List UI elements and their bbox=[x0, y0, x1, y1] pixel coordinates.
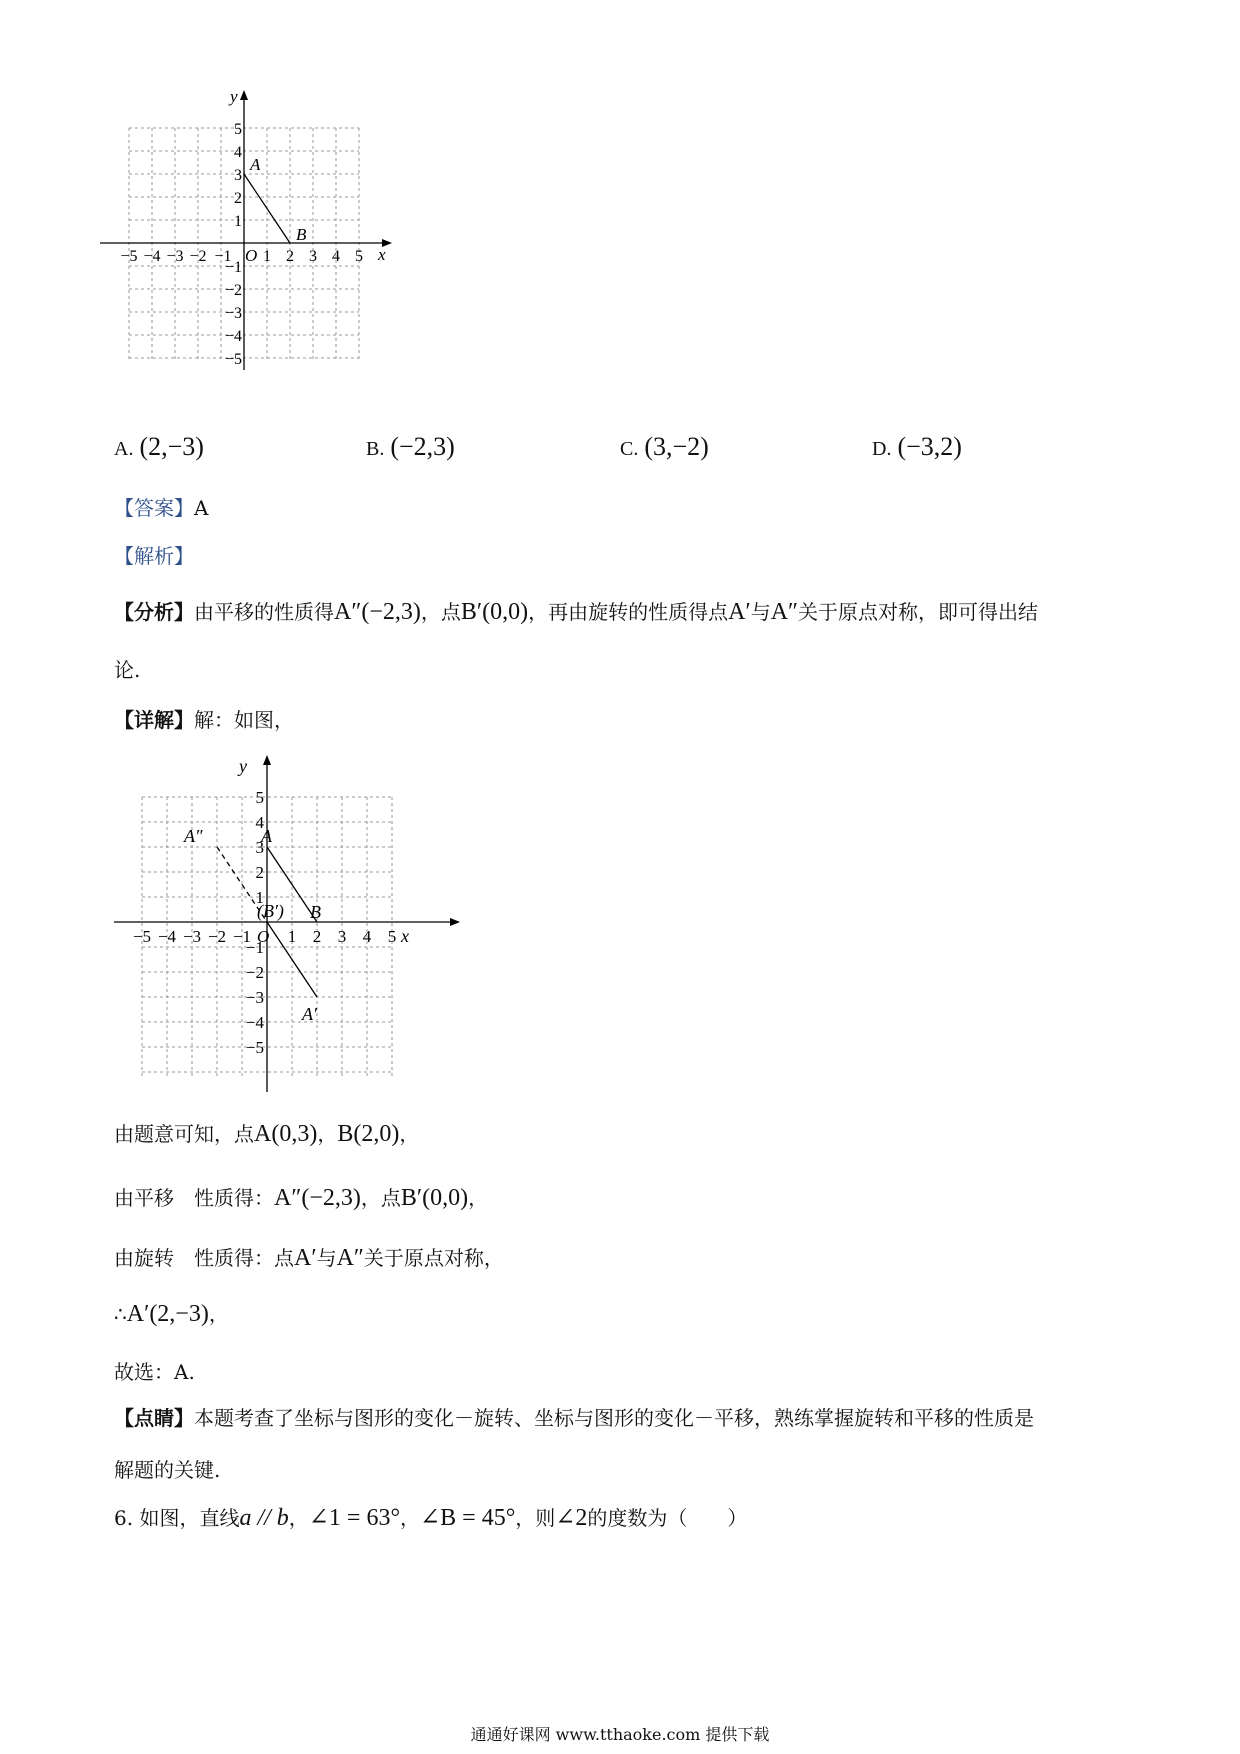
y-tick: 4 bbox=[234, 144, 242, 161]
math-a-prime: A′ bbox=[294, 1245, 317, 1271]
step-4 bbox=[114, 1300, 229, 1328]
y-tick: 3 bbox=[234, 167, 242, 184]
option-label: C. bbox=[620, 438, 639, 460]
math-point-b: B(2,0) bbox=[337, 1121, 400, 1147]
math-a-double-prime: A″(−2,3) bbox=[334, 599, 421, 625]
dianjing-tag: 【点睛】 bbox=[114, 1406, 194, 1430]
analysis-tag: 【解析】 bbox=[114, 544, 194, 568]
detail-line bbox=[114, 706, 294, 734]
step-3 bbox=[114, 1244, 504, 1272]
option-d[interactable] bbox=[872, 432, 962, 462]
x-axis-label: x bbox=[401, 926, 409, 946]
x-tick: 1 bbox=[263, 248, 271, 265]
coordinate-grid-2 bbox=[112, 752, 472, 1102]
x-axis-label: x bbox=[378, 245, 386, 264]
math-a-double-prime: A″ bbox=[770, 599, 799, 625]
option-value: (−3,2) bbox=[897, 432, 962, 461]
point-a-double-prime-label: A″ bbox=[184, 826, 203, 846]
y-tick: −5 bbox=[245, 1038, 264, 1057]
step-1 bbox=[114, 1120, 419, 1148]
x-tick: 2 bbox=[312, 927, 322, 946]
option-c[interactable] bbox=[620, 432, 709, 462]
option-label: D. bbox=[872, 438, 892, 460]
option-b[interactable] bbox=[366, 432, 455, 462]
text: ，再由旋转的性质得点 bbox=[528, 600, 729, 624]
dianjing-line-1 bbox=[114, 1404, 1034, 1432]
math-a-prime: A′ bbox=[728, 599, 751, 625]
y-tick: −4 bbox=[224, 328, 242, 345]
x-tick: −3 bbox=[166, 248, 184, 265]
point-a-prime-label: A′ bbox=[302, 1004, 317, 1024]
option-label: A. bbox=[114, 438, 134, 460]
detail-tag: 【详解】 bbox=[114, 708, 194, 732]
math-angle-2: ∠2 bbox=[555, 1505, 588, 1531]
text: 关于原点对称，即可得出结 bbox=[798, 600, 1039, 624]
footer: 通通好课网 www.tthaoke.com 提供下载 bbox=[470, 1725, 770, 1744]
x-tick: 4 bbox=[332, 248, 340, 265]
option-value: (−2,3) bbox=[390, 432, 455, 461]
x-tick: 2 bbox=[286, 248, 294, 265]
step-5: 故选：A. bbox=[114, 1360, 195, 1384]
answer-value: A bbox=[194, 496, 209, 520]
math-angle-1: ∠1 = 63° bbox=[308, 1505, 401, 1531]
text: ， bbox=[468, 1186, 489, 1210]
math-angle-b: ∠B = 45° bbox=[420, 1505, 516, 1531]
option-value: (3,−2) bbox=[644, 432, 709, 461]
y-tick: −3 bbox=[245, 988, 264, 1007]
answer-tag: 【答案】 bbox=[114, 496, 194, 520]
y-tick: −5 bbox=[224, 351, 242, 368]
option-value: (2,−3) bbox=[139, 432, 204, 461]
point-a-label: A bbox=[261, 826, 272, 846]
option-label: B. bbox=[366, 438, 385, 460]
text: 由平移 性质得： bbox=[114, 1186, 274, 1210]
text: ， bbox=[317, 1122, 338, 1146]
x-tick: −5 bbox=[120, 248, 138, 265]
text: 6. 如图，直线 bbox=[114, 1506, 240, 1530]
x-tick: −1 bbox=[214, 248, 232, 265]
analysis-line-1 bbox=[114, 598, 1038, 626]
point-a-label: A bbox=[250, 155, 261, 174]
x-tick: −3 bbox=[182, 927, 202, 946]
x-tick: 5 bbox=[355, 248, 363, 265]
x-tick: −5 bbox=[132, 927, 152, 946]
text: 解：如图， bbox=[194, 708, 294, 732]
answer-line bbox=[114, 494, 208, 522]
y-tick: −2 bbox=[245, 963, 264, 982]
question-6 bbox=[114, 1504, 747, 1532]
math-parallel: a // b bbox=[239, 1505, 289, 1531]
y-tick: 2 bbox=[234, 190, 242, 207]
x-tick: 3 bbox=[309, 248, 317, 265]
math-b-prime: B′(0,0) bbox=[460, 599, 529, 625]
fenxi-tag: 【分析】 bbox=[114, 600, 194, 624]
y-tick: −3 bbox=[224, 305, 242, 322]
text: ，点 bbox=[360, 1186, 401, 1210]
text: ， bbox=[400, 1506, 421, 1530]
text: 由题意可知，点 bbox=[114, 1122, 254, 1146]
text: ，点 bbox=[420, 600, 461, 624]
y-tick: 2 bbox=[255, 863, 264, 882]
math-a-double-prime: A″ bbox=[336, 1245, 364, 1271]
x-tick: −2 bbox=[207, 927, 227, 946]
y-tick: 1 bbox=[234, 213, 242, 230]
x-tick: −2 bbox=[189, 248, 207, 265]
x-tick: −1 bbox=[232, 927, 252, 946]
text: 与 bbox=[316, 1246, 337, 1270]
option-a[interactable] bbox=[114, 432, 204, 462]
math-a-prime-result: A′(2,−3) bbox=[126, 1301, 209, 1327]
analysis-line-2: 论. bbox=[114, 658, 141, 682]
coordinate-grid-1 bbox=[100, 88, 400, 378]
text: ， bbox=[208, 1302, 229, 1326]
point-b-prime-label: (B′) bbox=[257, 901, 284, 921]
text: ， bbox=[288, 1506, 309, 1530]
y-axis-label: y bbox=[230, 88, 238, 106]
step-2 bbox=[114, 1184, 488, 1212]
x-tick: 4 bbox=[362, 927, 372, 946]
y-tick: −2 bbox=[224, 282, 242, 299]
dianjing-line-2: 解题的关键. bbox=[114, 1458, 221, 1482]
x-tick: −4 bbox=[143, 248, 161, 265]
origin-label: O bbox=[245, 246, 258, 265]
point-b-label: B bbox=[296, 225, 307, 244]
origin-label: O bbox=[257, 927, 270, 946]
y-tick: −1 bbox=[245, 938, 264, 957]
math-a-double-prime: A″(−2,3) bbox=[274, 1185, 361, 1211]
x-tick: 1 bbox=[287, 927, 297, 946]
y-tick: −4 bbox=[245, 1013, 264, 1032]
figure-1 bbox=[100, 88, 400, 378]
text: 与 bbox=[750, 600, 771, 624]
therefore-symbol: ∴ bbox=[114, 1302, 127, 1326]
text: 关于原点对称， bbox=[363, 1246, 504, 1270]
x-tick: 5 bbox=[387, 927, 397, 946]
y-tick: −1 bbox=[224, 259, 242, 276]
y-tick: 5 bbox=[255, 788, 264, 807]
y-tick: 5 bbox=[234, 121, 242, 138]
y-tick: 3 bbox=[255, 838, 264, 857]
y-tick: 1 bbox=[255, 888, 264, 907]
x-tick: 3 bbox=[337, 927, 347, 946]
math-point-a: A(0,3) bbox=[254, 1121, 318, 1147]
text: ，则 bbox=[515, 1506, 556, 1530]
text: 由旋转 性质得：点 bbox=[114, 1246, 294, 1270]
figure-2 bbox=[112, 752, 472, 1106]
y-tick: 4 bbox=[255, 813, 264, 832]
x-tick: −4 bbox=[157, 927, 177, 946]
text: 由平移的性质得 bbox=[194, 600, 334, 624]
y-axis-label: y bbox=[239, 756, 247, 776]
text: 的度数为（ ） bbox=[587, 1506, 748, 1530]
text: 本题考查了坐标与图形的变化－旋转、坐标与图形的变化－平移，熟练掌握旋转和平移的性质是 bbox=[194, 1406, 1034, 1430]
text: ， bbox=[399, 1122, 420, 1146]
point-b-label: B bbox=[310, 902, 321, 922]
math-b-prime: B′(0,0) bbox=[400, 1185, 469, 1211]
